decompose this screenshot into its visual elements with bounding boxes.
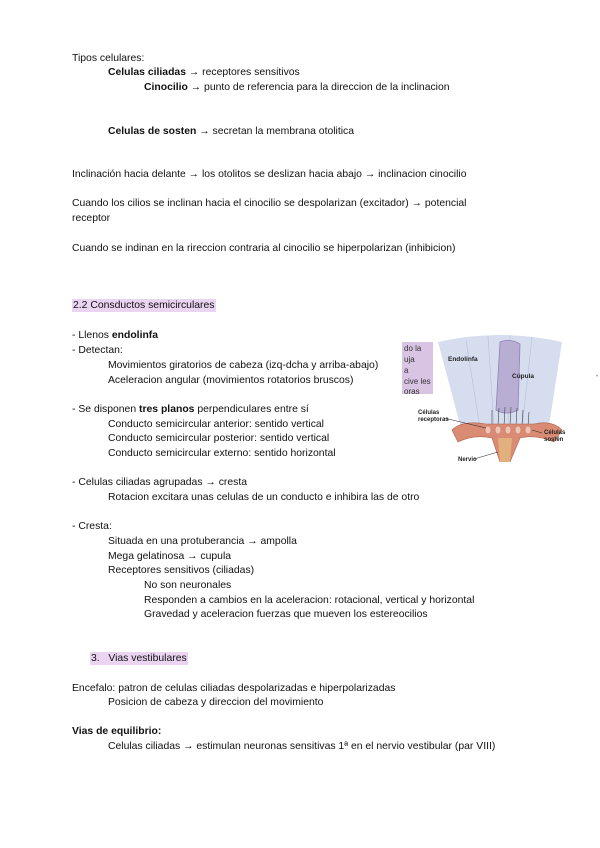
cresta-item-3: Receptores sensitivos (ciliadas)	[108, 565, 255, 576]
conducto-posterior: Conducto semicircular posterior: sentido vertical	[108, 433, 330, 444]
paragraph-hiperpolarizan: Cuando se indinan en la rireccion contraria al cinocilio se hiperpolarizan (inhibicion)	[72, 243, 456, 254]
cinocilio-desc: → punto de referencia para la direccion de la inclinacion	[187, 82, 450, 93]
nerve-fibers	[498, 438, 512, 462]
section-3-title	[90, 652, 188, 665]
crista-ampullaris-figure	[402, 330, 570, 462]
paragraph-despolarizan-cont: receptor	[72, 213, 111, 224]
encefalo-sub: Posicion de cabeza y direccion del movimiento	[108, 697, 324, 708]
label-receptoras-2: receptoras	[418, 417, 449, 423]
sosten-desc: → secretan la membrana otolitica	[196, 126, 355, 137]
detectan-item-2: Aceleracion angular (movimientos rotatorios bruscos)	[108, 375, 354, 386]
rotacion-line: Rotacion excitara unas celulas de un conducto e inhibira las de otro	[108, 492, 420, 503]
cresta-sub-3: Gravedad y aceleracion fuerzas que mueven los estereocilios	[144, 609, 428, 620]
disponen-label: - Se disponen	[72, 404, 140, 415]
cinocilio-term: Cinocilio	[144, 82, 188, 93]
section-3-text: Vias vestibulares	[108, 653, 187, 664]
cresta-sub-2: Responden a cambios en la aceleracion: rotacional, vertical y horizontal	[144, 595, 475, 606]
figure-snip-4: cive les	[404, 377, 431, 386]
conducto-externo: Conducto semicircular externo: sentido horizontal	[108, 448, 336, 459]
label-cupula: Cúpula	[512, 373, 535, 380]
disponen-line	[72, 403, 309, 416]
section-2-2-title: 2.2 Consductos semicirculares	[73, 300, 215, 311]
encefalo-line: Encefalo: patron de celulas ciliadas despolarizadas e hiperpolarizadas	[72, 683, 396, 694]
cinocilio-line	[144, 81, 450, 94]
cresta-line: - Cresta:	[72, 521, 112, 532]
llenos-label: - Llenos	[72, 330, 112, 341]
cresta-item-2: Mega gelatinosa → cupula	[108, 551, 232, 562]
figure-snip-3: a	[404, 366, 409, 375]
llenos-line	[72, 329, 158, 342]
label-endolinfa: Endolinfa	[448, 356, 478, 363]
label-nervio: Nervio	[458, 457, 477, 462]
section-2-2-heading	[72, 299, 216, 312]
tres-planos-term: tres planos	[139, 404, 195, 415]
ciliadas-line	[108, 66, 300, 79]
ciliadas-term: Celulas ciliadas	[108, 67, 186, 78]
vias-equilibrio-term: Vias de equilibrio:	[72, 726, 162, 737]
vias-equilibrio-heading	[72, 725, 161, 738]
detectan-item-1: Movimientos giratorios de cabeza (izq-dcha y arriba-abajo)	[108, 360, 379, 371]
page-corner-mark: •	[596, 374, 599, 380]
endolinfa-term: endolinfa	[111, 330, 159, 341]
figure-snip-2: uja	[404, 355, 415, 364]
paragraph-despolarizan: Cuando los cilios se inclinan hacia el cinocilio se despolarizan (excitador) → potencial	[72, 198, 467, 209]
label-sosten-2: sostén	[544, 437, 564, 443]
label-receptoras-1: Células	[418, 410, 440, 416]
cresta-item-1: Situada en una protuberancia → ampolla	[108, 536, 297, 547]
sosten-line	[108, 125, 354, 138]
detectan-line: - Detectan:	[72, 345, 123, 356]
section-3-number: 3.	[91, 653, 100, 664]
paragraph-inclinacion: Inclinación hacia delante → los otolitos se deslizan hacia abajo → inclinacion cinocilio	[72, 169, 467, 180]
label-sosten-1: Células	[544, 430, 566, 436]
conducto-anterior: Conducto semicircular anterior: sentido vertical	[108, 419, 324, 430]
section-3-heading	[90, 652, 188, 665]
figure-snip-1: do la	[404, 344, 422, 353]
ciliadas-desc: → receptores sensitivos	[185, 67, 300, 78]
tipos-heading: Tipos celulares:	[72, 53, 145, 64]
disponen-desc: perpendiculares entre sí	[194, 404, 309, 415]
vias-equilibrio-item: Celulas ciliadas → estimulan neuronas sensitivas 1ª en el nervio vestibular (par VIII)	[108, 741, 496, 752]
figure-snip-5: oras	[404, 387, 420, 396]
sosten-term: Celulas de sosten	[108, 126, 197, 137]
cresta-sub-1: No son neuronales	[144, 580, 232, 591]
agrupadas-line: - Celulas ciliadas agrupadas → cresta	[72, 477, 247, 488]
